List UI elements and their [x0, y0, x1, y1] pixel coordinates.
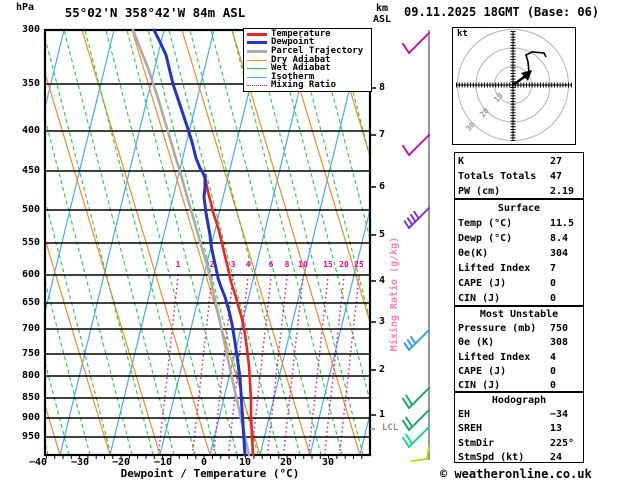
- pressure-tick-label: 850: [21, 392, 40, 403]
- wind-barb: [403, 388, 429, 408]
- stat-value: 0: [550, 380, 557, 392]
- stat-label: CAPE (J): [458, 278, 507, 289]
- hodograph-ring-label: 10: [491, 91, 506, 105]
- station-title: 55°02'N 358°42'W 84m ASL: [64, 5, 246, 20]
- legend-label: Dewpoint: [271, 37, 315, 48]
- wind-barb-shaft: [409, 135, 429, 155]
- pressure-tick-label: 500: [21, 204, 40, 215]
- most-unstable-table: [454, 306, 584, 392]
- indices-table: [454, 152, 584, 199]
- pressure-tick-label: 550: [21, 237, 40, 248]
- mixing-ratio-line: [340, 272, 360, 455]
- hodograph-unit-label: kt: [457, 29, 468, 39]
- datetime-label: 09.11.2025 18GMT (Base: 06): [404, 5, 600, 19]
- pressure-tick-label: 600: [21, 269, 40, 280]
- temperature-tick-label: −20: [111, 457, 131, 468]
- pressure-tick-label: 350: [21, 78, 40, 89]
- temperature-tick-label: 20: [279, 457, 293, 468]
- stat-row: [458, 336, 580, 350]
- wind-barb-feather: [405, 343, 409, 350]
- pressure-tick-label: 900: [21, 412, 40, 423]
- km-tick-label: 8: [379, 82, 386, 93]
- stat-row: [458, 184, 580, 199]
- stat-label: StmDir: [458, 437, 495, 449]
- wind-barb: [412, 447, 429, 461]
- surface-table-header: Surface: [497, 203, 541, 214]
- mixing-ratio-tick-label: 10: [298, 260, 308, 269]
- km-tick-label: 5: [379, 229, 386, 240]
- pressure-tick-label: 400: [21, 125, 40, 136]
- wind-barb-feather: [414, 212, 418, 219]
- stat-label: PW (cm): [458, 186, 501, 197]
- mixing-ratio-tick-label: 15: [323, 260, 333, 269]
- stat-row: [458, 322, 580, 336]
- legend-swatch-temperature: [247, 33, 267, 36]
- stat-row: [458, 231, 580, 246]
- wind-barb: [403, 135, 429, 155]
- stat-value: 4: [550, 351, 557, 363]
- stat-label: Lifted Index: [458, 351, 531, 363]
- stat-row: [458, 351, 580, 365]
- km-axis-unit-asl: ASL: [373, 14, 392, 25]
- mixing-ratio-tick-label: 1: [175, 260, 181, 269]
- stat-row: [458, 365, 580, 379]
- stat-value: 13: [550, 423, 563, 435]
- temperature-tick-label: 0: [200, 457, 208, 468]
- wind-barb: [403, 410, 429, 430]
- stat-value: −34: [550, 409, 569, 421]
- km-tick-label: 3: [379, 316, 386, 327]
- hodograph-table: [454, 392, 584, 463]
- stat-value: 304: [550, 248, 569, 259]
- legend-label: Mixing Ratio: [271, 80, 337, 91]
- stat-label: Totals Totals: [458, 171, 537, 182]
- mixing-ratio-line: [214, 272, 234, 455]
- stat-row: [458, 261, 580, 276]
- km-tick-label: 6: [379, 181, 386, 192]
- stat-row: [458, 451, 580, 465]
- stat-row: [458, 291, 580, 306]
- stat-value: 27: [550, 156, 563, 167]
- pressure-axis-unit: hPa: [16, 2, 35, 13]
- stat-value: 7: [550, 263, 557, 274]
- km-tick-label: 2: [379, 364, 386, 375]
- wind-barb: [405, 330, 429, 350]
- km-tick-label: 1: [379, 409, 386, 420]
- mixing-ratio-tick-label: 20: [339, 260, 349, 269]
- stat-label: EH: [458, 409, 471, 421]
- pressure-tick-label: 750: [21, 348, 40, 359]
- wind-barb: [405, 208, 429, 228]
- pressure-tick-label: 300: [21, 24, 40, 35]
- stat-row: [458, 169, 580, 184]
- stat-row: [458, 216, 580, 231]
- stat-label: CIN (J): [458, 293, 501, 304]
- stat-value: 24: [550, 451, 563, 463]
- temperature-tick-label: −10: [153, 457, 173, 468]
- temperature-tick-label: −40: [28, 457, 48, 468]
- most-unstable-table-header: Most Unstable: [479, 309, 559, 320]
- pressure-tick-label: 800: [21, 370, 40, 381]
- legend-swatch-isotherm: [247, 77, 267, 78]
- stat-value: 8.4: [550, 233, 569, 244]
- stat-value: 2.19: [550, 186, 575, 197]
- wind-barb-feather: [411, 337, 415, 344]
- wind-barb-shaft: [409, 33, 429, 53]
- mixing-ratio-tick-label: 2: [209, 260, 215, 269]
- legend-item: [247, 82, 371, 91]
- mixing-ratio-tick-label: 8: [284, 260, 290, 269]
- stat-row: [458, 408, 580, 422]
- hodograph-ring-label: 20: [477, 106, 492, 120]
- lcl-label: LCL: [382, 423, 399, 433]
- stat-value: 47: [550, 171, 563, 182]
- stat-label: StmSpd (kt): [458, 451, 525, 463]
- wind-barb-feather: [411, 215, 415, 222]
- wind-barb-feather: [408, 340, 412, 347]
- stat-value: 225°: [550, 437, 575, 449]
- hodograph-table-header: Hodograph: [491, 395, 547, 406]
- pressure-tick-label: 450: [21, 165, 40, 176]
- stat-label: CAPE (J): [458, 365, 507, 377]
- stat-row: [458, 276, 580, 291]
- mixing-ratio-line: [193, 272, 213, 455]
- isotherm-line: [360, 30, 464, 455]
- pressure-tick-label: 650: [21, 297, 40, 308]
- stat-label: K: [458, 156, 465, 167]
- temperature-tick-label: 30: [321, 457, 335, 468]
- legend-label: Temperature: [271, 28, 331, 39]
- stat-label: θe (K): [458, 337, 495, 349]
- mixing-ratio-tick-label: 25: [354, 260, 364, 269]
- mixing-ratio-tick-label: 3: [230, 260, 236, 269]
- mixing-ratio-tick-label: 6: [268, 260, 274, 269]
- wind-barb-hook: [412, 447, 429, 461]
- pressure-tick-label: 700: [21, 323, 40, 334]
- km-tick-label: 7: [379, 129, 386, 140]
- wind-barb: [403, 33, 429, 53]
- wind-barb-feather: [405, 221, 409, 228]
- temperature-tick-label: −30: [70, 457, 90, 468]
- stat-value: 750: [550, 323, 569, 335]
- mixing-ratio-line: [252, 272, 272, 455]
- stat-label: SREH: [458, 423, 483, 435]
- wind-barb-feather: [403, 44, 409, 53]
- legend-label: Dry Adiabat: [271, 54, 331, 65]
- stat-label: Temp (°C): [458, 218, 513, 229]
- mixing-ratio-line: [268, 272, 288, 455]
- stat-row: [458, 246, 580, 261]
- stat-value: 0: [550, 365, 557, 377]
- legend-swatch-wet-adiabat: [247, 68, 267, 69]
- legend-swatch-parcel-trajectory: [247, 50, 267, 53]
- temperature-axis-title: Dewpoint / Temperature (°C): [120, 467, 300, 480]
- wind-barb: [403, 427, 429, 447]
- legend: [243, 28, 372, 92]
- legend-swatch-dry-adiabat: [247, 60, 267, 61]
- wind-barb-feather: [403, 146, 409, 155]
- legend-swatch-mixing-ratio: [247, 85, 267, 86]
- credit-label: © weatheronline.co.uk: [440, 467, 592, 481]
- legend-swatch-dewpoint: [247, 41, 267, 44]
- mixing-ratio-line: [284, 272, 304, 455]
- legend-label: Wet Adiabat: [271, 63, 331, 74]
- stat-value: 0: [550, 278, 557, 289]
- km-tick-label: 4: [379, 275, 386, 286]
- wind-barb-feather: [408, 218, 412, 225]
- stat-label: Pressure (mb): [458, 323, 537, 335]
- mixing-ratio-line: [159, 272, 179, 455]
- mixing-ratio-tick-label: 4: [245, 260, 251, 269]
- km-axis-unit: km: [376, 3, 389, 14]
- legend-label: Parcel Trajectory: [271, 45, 364, 56]
- legend-label: Isotherm: [271, 71, 315, 82]
- surface-table: [454, 199, 584, 306]
- stat-row: [458, 437, 580, 451]
- stat-label: CIN (J): [458, 380, 501, 392]
- mixing-ratio-axis-title: Mixing Ratio (g/kg): [389, 236, 400, 352]
- temperature-tick-label: 10: [238, 457, 252, 468]
- stat-value: 11.5: [550, 218, 575, 229]
- hodograph-ring-label: 30: [463, 120, 478, 134]
- stat-label: Dewp (°C): [458, 233, 513, 244]
- stat-label: θe(K): [458, 248, 489, 259]
- pressure-tick-label: 950: [21, 431, 40, 442]
- stat-value: 308: [550, 337, 569, 349]
- stat-value: 0: [550, 293, 557, 304]
- stat-label: Lifted Index: [458, 263, 531, 274]
- stat-row: [458, 422, 580, 436]
- stat-row: [458, 154, 580, 169]
